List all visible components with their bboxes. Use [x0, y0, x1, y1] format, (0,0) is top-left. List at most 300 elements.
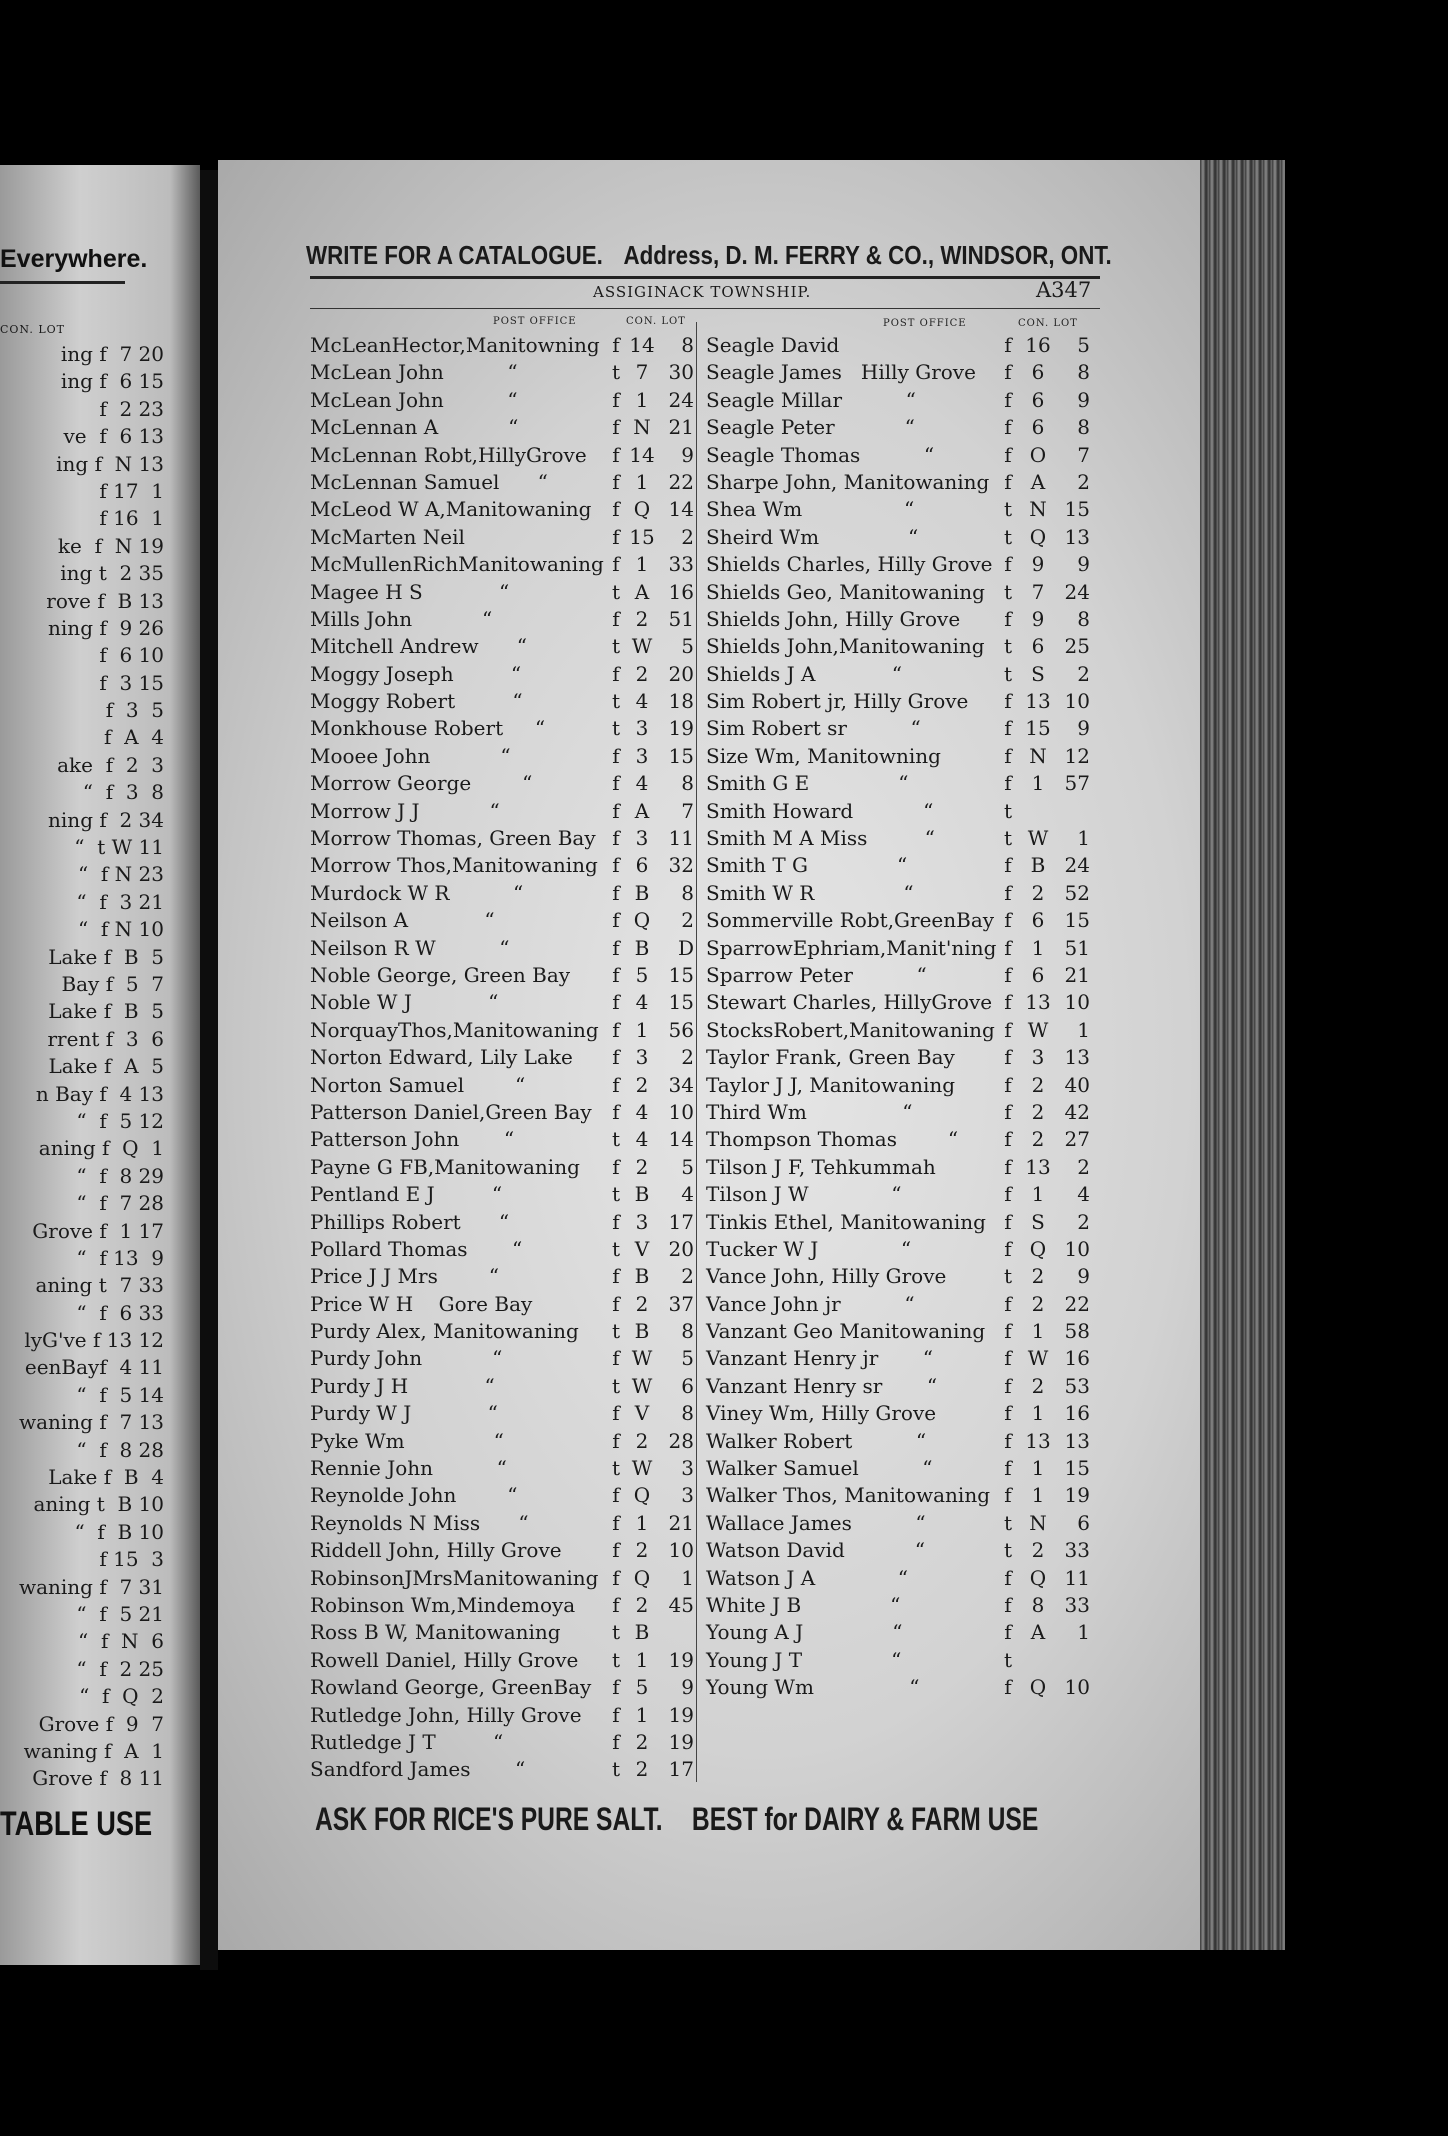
directory-page	[218, 160, 1208, 1950]
entry-name: Sheird Wm “	[706, 524, 919, 549]
left-fragment-row: “ f 5 21	[76, 1601, 164, 1626]
entry-lot: 25	[1064, 634, 1090, 659]
banner-rule	[310, 276, 1100, 279]
entry-tenure: t	[611, 1319, 621, 1344]
left-page-entries	[0, 341, 170, 1793]
entry-lot: 2	[681, 1264, 694, 1289]
left-fragment-row: ing f 6 15	[60, 369, 164, 394]
directory-entry	[706, 1236, 1096, 1263]
entry-concession: 2	[635, 1154, 649, 1179]
directory-entry	[706, 1647, 1096, 1674]
entry-name: Young J T “	[706, 1647, 902, 1672]
entry-concession: N	[1029, 743, 1047, 768]
entry-name: Reynolde John “	[310, 1483, 518, 1508]
entry-name: McLean John “	[310, 360, 518, 385]
entry-name: Norton Samuel “	[310, 1072, 526, 1097]
entry-concession: 6	[1031, 908, 1045, 933]
entry-concession: 14	[629, 442, 655, 467]
entry-tenure: t	[611, 1456, 621, 1481]
entry-concession: 6	[635, 853, 649, 878]
entry-tenure: t	[1003, 1538, 1013, 1563]
directory-entry	[310, 1072, 700, 1099]
entry-concession: A	[634, 579, 650, 604]
entry-name: Vanzant Henry jr “	[706, 1346, 934, 1371]
entry-name: Payne G FB,Manitowaning	[310, 1154, 580, 1179]
entry-concession: 4	[635, 689, 649, 714]
left-fragment-row: ve f 6 13	[63, 424, 164, 449]
entry-name: Reynolds N Miss “	[310, 1510, 529, 1535]
left-fragment-row: ning f 9 26	[48, 615, 164, 640]
directory-entry	[706, 825, 1096, 852]
directory-entry	[310, 825, 700, 852]
footer-salt: ASK FOR RICE'S PURE SALT.	[315, 1801, 663, 1837]
entry-concession: 9	[1031, 552, 1045, 577]
entry-concession: 2	[1031, 1127, 1045, 1152]
left-fragment-row: Lake f B 5	[48, 944, 164, 969]
entry-tenure: t	[611, 634, 621, 659]
entry-tenure: t	[611, 1236, 621, 1261]
left-fragment-row: “ f 5 12	[76, 1108, 164, 1133]
entry-name: Tucker W J “	[706, 1236, 912, 1261]
entry-tenure: f	[612, 333, 620, 357]
entry-name: Rowell Daniel, Hilly Grove	[310, 1647, 579, 1672]
entry-tenure: t	[611, 1127, 621, 1152]
entry-concession: 4	[635, 771, 649, 796]
directory-entry	[310, 524, 700, 551]
directory-entry	[706, 1373, 1096, 1400]
directory-entry	[706, 496, 1096, 523]
entry-lot: 10	[668, 1099, 694, 1124]
entry-lot: 24	[1064, 853, 1090, 878]
directory-entry	[310, 798, 700, 825]
entry-tenure: f	[612, 880, 620, 905]
directory-entry	[706, 606, 1096, 633]
entry-tenure: f	[612, 826, 620, 851]
section-title: ASSIGINACK TOWNSHIP.	[593, 283, 812, 301]
entry-tenure: t	[611, 1647, 621, 1672]
entry-concession: B	[634, 880, 650, 905]
directory-entry	[706, 1154, 1096, 1181]
page-banner	[306, 240, 1112, 271]
entry-tenure: f	[1004, 360, 1012, 385]
entry-concession: 1	[1031, 1483, 1045, 1508]
book-gutter	[200, 170, 218, 1970]
entry-concession: W	[631, 634, 653, 659]
directory-entry	[310, 1702, 700, 1729]
entry-name: Morrow Thomas, Green Bay	[310, 826, 596, 851]
entry-tenure: f	[612, 606, 620, 631]
entry-name: Mitchell Andrew “	[310, 634, 527, 659]
entry-concession: Q	[1029, 1675, 1047, 1700]
entry-name: Morrow George “	[310, 771, 533, 796]
directory-entry	[310, 1209, 700, 1236]
directory-entry	[706, 907, 1096, 934]
entry-name: Shields J A “	[706, 661, 902, 686]
entry-name: Shea Wm “	[706, 497, 915, 522]
entry-tenure: f	[1004, 1675, 1012, 1700]
left-fragment-row: “ f N 10	[77, 917, 164, 942]
entry-concession: 13	[1025, 1428, 1051, 1453]
entry-lot: 40	[1064, 1072, 1090, 1097]
left-fragment-row: “ f 6 33	[76, 1300, 164, 1325]
entry-name: Price J J Mrs “	[310, 1264, 499, 1289]
entry-tenure: f	[1004, 990, 1012, 1015]
entry-tenure: f	[612, 1072, 620, 1097]
entry-tenure: f	[1004, 716, 1012, 741]
entry-concession: 2	[1031, 1373, 1045, 1398]
entry-name: Walker Samuel “	[706, 1456, 933, 1481]
entry-name: Riddell John, Hilly Grove	[310, 1538, 562, 1563]
left-fragment-row: f 17 1	[99, 478, 164, 503]
page-number: A347	[1036, 278, 1092, 302]
entry-concession: 9	[1031, 606, 1045, 631]
entry-tenure: f	[1004, 1017, 1012, 1042]
entry-tenure: f	[612, 1291, 620, 1316]
entry-name: Morrow J J “	[310, 798, 500, 823]
entry-lot: 24	[668, 387, 694, 412]
entry-tenure: f	[612, 1045, 620, 1070]
entry-concession: 1	[635, 387, 649, 412]
entry-name: RobinsonJMrsManitowaning	[310, 1565, 599, 1590]
directory-entry	[706, 1565, 1096, 1592]
entry-concession: 1	[1031, 1401, 1045, 1426]
entry-name: Smith W R “	[706, 880, 914, 905]
entry-lot: 52	[1064, 880, 1090, 905]
entry-name: Smith G E “	[706, 771, 909, 796]
entry-tenure: t	[611, 1757, 621, 1782]
directory-entry	[310, 1099, 700, 1126]
entry-lot: 58	[1064, 1319, 1090, 1344]
left-fragment-row: rove f B 13	[46, 588, 164, 613]
entry-concession: 2	[1031, 1072, 1045, 1097]
entry-name: Norton Edward, Lily Lake	[310, 1045, 573, 1070]
entry-name: Vanzant Henry sr “	[706, 1373, 938, 1398]
entry-concession: S	[1031, 1209, 1045, 1234]
entry-lot: 8	[681, 1319, 694, 1344]
left-fragment-row: ake f 2 3	[57, 752, 164, 777]
entry-concession: 3	[635, 826, 649, 851]
entry-tenure: f	[1004, 689, 1012, 714]
entry-concession: 2	[635, 1291, 649, 1316]
directory-entry	[310, 1126, 700, 1153]
entry-lot: 16	[668, 579, 694, 604]
entry-name: Third Wm “	[706, 1099, 913, 1124]
entry-lot: 33	[1064, 1538, 1090, 1563]
entry-lot: 18	[668, 689, 694, 714]
entry-lot: 16	[1064, 1401, 1090, 1426]
column-divider	[696, 322, 697, 1782]
entry-lot: 27	[1064, 1127, 1090, 1152]
entry-concession: 1	[1031, 1182, 1045, 1207]
entry-name: Vanzant Geo Manitowaning	[706, 1319, 986, 1344]
entry-concession: 13	[1025, 1154, 1051, 1179]
directory-entry	[706, 688, 1096, 715]
entry-concession: W	[631, 1373, 653, 1398]
directory-entry	[706, 880, 1096, 907]
entry-tenure: f	[612, 1346, 620, 1371]
entry-lot: 5	[681, 634, 694, 659]
entry-tenure: f	[1004, 1319, 1012, 1344]
entry-tenure: f	[612, 1017, 620, 1042]
entry-lot: 15	[1064, 1456, 1090, 1481]
entry-name: Young A J “	[706, 1620, 903, 1645]
entry-lot: 10	[1064, 1675, 1090, 1700]
directory-entry	[310, 1044, 700, 1071]
entry-name: McLeod W A,Manitowaning	[310, 497, 592, 522]
entry-lot: 28	[668, 1428, 694, 1453]
directory-entry	[310, 715, 700, 742]
left-fragment-row: Bay f 5 7	[61, 971, 164, 996]
entry-lot: 2	[1077, 1209, 1090, 1234]
left-fragment-row: aning f Q 1	[38, 1136, 164, 1161]
entry-tenure: f	[1004, 1401, 1012, 1426]
entry-lot: 1	[1077, 1620, 1090, 1645]
entry-name: Shields John,Manitowaning	[706, 634, 985, 659]
entry-name: Smith M A Miss “	[706, 826, 935, 851]
entry-lot: 4	[1077, 1182, 1090, 1207]
entry-concession: 6	[1031, 360, 1045, 385]
entry-lot: 19	[668, 1647, 694, 1672]
entry-concession: V	[634, 1236, 650, 1261]
entry-concession: 5	[635, 962, 649, 987]
entry-name: Stewart Charles, HillyGrove	[706, 990, 993, 1015]
entry-concession: O	[1029, 442, 1047, 467]
entry-lot: 51	[1064, 935, 1090, 960]
entry-concession: Q	[633, 908, 651, 933]
left-fragment-row: waning f 7 31	[18, 1574, 164, 1599]
entry-name: McMarten Neil	[310, 524, 465, 549]
entry-concession: N	[1029, 497, 1047, 522]
entry-tenure: f	[1004, 880, 1012, 905]
entry-lot: 3	[681, 1483, 694, 1508]
entry-name: Tinkis Ethel, Manitowaning	[706, 1209, 986, 1234]
entry-tenure: f	[612, 1264, 620, 1289]
entry-tenure: f	[1004, 743, 1012, 768]
entry-tenure: t	[1003, 826, 1013, 851]
directory-entry	[706, 935, 1096, 962]
entry-lot: 11	[668, 826, 694, 851]
entry-concession: Q	[633, 1483, 651, 1508]
entry-name: Shields Charles, Hilly Grove	[706, 552, 993, 577]
entry-lot: 15	[668, 962, 694, 987]
entry-tenure: t	[1003, 634, 1013, 659]
entry-tenure: f	[612, 552, 620, 577]
entry-lot: 2	[1077, 1154, 1090, 1179]
entry-lot: 22	[1064, 1291, 1090, 1316]
entry-concession: W	[1027, 1346, 1049, 1371]
entry-concession: 1	[1031, 1319, 1045, 1344]
directory-entry	[706, 1291, 1096, 1318]
entry-concession: 6	[1031, 415, 1045, 440]
entry-name: Sim Robert jr, Hilly Grove	[706, 689, 969, 714]
entry-name: McLennan Robt,HillyGrove	[310, 442, 587, 467]
directory-entry	[706, 1619, 1096, 1646]
entry-name: Noble George, Green Bay	[310, 962, 571, 987]
entry-name: Seagle Thomas “	[706, 442, 935, 467]
entry-lot: 57	[1064, 771, 1090, 796]
left-fragment-row: n Bay f 4 13	[35, 1081, 164, 1106]
entry-concession: 1	[1031, 771, 1045, 796]
entry-name: Sim Robert sr “	[706, 716, 921, 741]
directory-entry	[310, 880, 700, 907]
directory-entry	[310, 359, 700, 386]
directory-entry	[706, 1674, 1096, 1701]
directory-entry	[310, 1017, 700, 1044]
directory-entry	[310, 442, 700, 469]
entry-tenure: f	[1004, 1373, 1012, 1398]
left-fragment-row: ing f N 13	[56, 451, 164, 476]
entry-tenure: f	[1004, 1346, 1012, 1371]
entry-tenure: f	[612, 798, 620, 823]
entry-tenure: f	[612, 990, 620, 1015]
book-page-edges	[1200, 160, 1285, 1950]
left-page-fragment	[0, 165, 200, 1965]
entry-tenure: f	[612, 853, 620, 878]
banner-catalogue: WRITE FOR A CATALOGUE.	[306, 240, 603, 270]
left-fragment-row: Lake f B 4	[48, 1465, 164, 1490]
entry-name: Mooee John “	[310, 743, 511, 768]
entry-lot: 8	[1077, 360, 1090, 385]
entry-tenure: f	[1004, 1428, 1012, 1453]
entry-concession: B	[634, 1264, 650, 1289]
entry-tenure: t	[1003, 1264, 1013, 1289]
directory-entry	[310, 1181, 700, 1208]
entry-lot: 2	[681, 524, 694, 549]
entry-name: Purdy Alex, Manitowaning	[310, 1319, 579, 1344]
left-fragment-row: ing t 2 35	[60, 561, 164, 586]
left-fragment-row: “ f 13 9	[76, 1245, 164, 1270]
directory-entry	[310, 1318, 700, 1345]
directory-entry	[706, 1044, 1096, 1071]
entry-lot: 24	[1064, 579, 1090, 604]
entry-concession: B	[634, 1182, 650, 1207]
left-fragment-row: “ t W 11	[74, 835, 164, 860]
entry-lot: 8	[681, 333, 694, 357]
entry-name: Seagle Millar “	[706, 387, 916, 412]
entry-concession: W	[1027, 826, 1049, 851]
directory-entry	[310, 1428, 700, 1455]
entry-lot: 9	[1077, 387, 1090, 412]
entry-lot: 10	[1064, 990, 1090, 1015]
entry-name: StocksRobert,Manitowaning	[706, 1017, 995, 1042]
directory-entry	[310, 661, 700, 688]
directory-entry	[310, 1729, 700, 1756]
entry-lot: 20	[668, 661, 694, 686]
entry-lot: 42	[1064, 1099, 1090, 1124]
entry-name: Pentland E J “	[310, 1182, 503, 1207]
directory-entry	[706, 469, 1096, 496]
left-fragment-row: “ f 3 21	[76, 889, 164, 914]
entry-name: Watson David “	[706, 1538, 925, 1563]
directory-entry	[310, 852, 700, 879]
entry-name: Rutledge John, Hilly Grove	[310, 1702, 582, 1727]
entry-name: Ross B W, Manitowaning	[310, 1620, 561, 1645]
entry-name: Viney Wm, Hilly Grove	[706, 1401, 937, 1426]
entry-name: Neilson A “	[310, 908, 495, 933]
entry-tenure: f	[1004, 442, 1012, 467]
entry-concession: Q	[1029, 1565, 1047, 1590]
directory-entry	[706, 770, 1096, 797]
directory-entry	[310, 332, 700, 359]
entry-lot: 2	[1077, 469, 1090, 494]
entry-tenure: f	[1004, 1291, 1012, 1316]
entry-lot: 17	[668, 1757, 694, 1782]
entry-lot: 8	[1077, 606, 1090, 631]
directory-column-left	[310, 332, 700, 1784]
left-fragment-row: aning t 7 33	[35, 1273, 164, 1298]
entry-tenure: f	[1004, 1456, 1012, 1481]
entry-tenure: f	[612, 1401, 620, 1426]
entry-lot: 7	[1077, 442, 1090, 467]
entry-concession: 7	[635, 360, 649, 385]
entry-tenure: f	[1004, 415, 1012, 440]
entry-concession: 2	[635, 1072, 649, 1097]
directory-entry	[310, 1482, 700, 1509]
entry-tenure: f	[1004, 1483, 1012, 1508]
entry-lot: 5	[1077, 333, 1090, 357]
directory-entry	[310, 387, 700, 414]
directory-entry	[310, 1400, 700, 1427]
entry-concession: Q	[633, 497, 651, 522]
entry-name: Price W H Gore Bay	[310, 1291, 533, 1316]
entry-tenure: f	[612, 497, 620, 522]
entry-name: Tilson J F, Tehkummah	[706, 1154, 936, 1179]
left-fragment-row: f 3 15	[99, 670, 164, 695]
entry-name: Patterson Daniel,Green Bay	[310, 1099, 592, 1124]
entry-concession: 3	[635, 743, 649, 768]
entry-tenure: f	[1004, 1565, 1012, 1590]
entry-name: McLean John “	[310, 387, 518, 412]
entry-lot: 9	[1077, 1264, 1090, 1289]
entry-lot: 3	[681, 1456, 694, 1481]
entry-name: Size Wm, Manitowning	[706, 743, 941, 768]
directory-entry	[310, 469, 700, 496]
left-fragment-row: waning f A 1	[23, 1738, 164, 1763]
entry-concession: 7	[1031, 579, 1045, 604]
directory-entry	[706, 633, 1096, 660]
entry-lot: 56	[668, 1017, 694, 1042]
entry-name: Walker Thos, Manitowaning	[706, 1483, 991, 1508]
directory-entry	[310, 579, 700, 606]
entry-name: Smith T G “	[706, 853, 908, 878]
directory-entry	[706, 1345, 1096, 1372]
entry-name: Magee H S “	[310, 579, 510, 604]
left-fragment-row: f 2 23	[99, 396, 164, 421]
entry-tenure: t	[611, 579, 621, 604]
entry-tenure: f	[612, 661, 620, 686]
entry-concession: 2	[1031, 1099, 1045, 1124]
entry-lot: 1	[1077, 1017, 1090, 1042]
entry-tenure: f	[612, 1428, 620, 1453]
entry-tenure: f	[1004, 1182, 1012, 1207]
entry-name: Sommerville Robt,GreenBay	[706, 908, 995, 933]
entry-name: Noble W J “	[310, 990, 499, 1015]
directory-column-right	[706, 332, 1096, 1702]
entry-name: Neilson R W “	[310, 935, 510, 960]
directory-entry	[310, 907, 700, 934]
entry-lot: D	[677, 935, 694, 960]
entry-lot: 6	[1077, 1510, 1090, 1535]
entry-concession: 1	[1031, 1456, 1045, 1481]
entry-concession: 4	[635, 990, 649, 1015]
directory-entry	[310, 1154, 700, 1181]
entry-tenure: f	[612, 1675, 620, 1700]
entry-concession: 2	[1031, 1538, 1045, 1563]
title-rule	[310, 308, 1100, 309]
entry-lot: 9	[681, 442, 694, 467]
directory-entry	[706, 1209, 1096, 1236]
directory-entry	[706, 1592, 1096, 1619]
